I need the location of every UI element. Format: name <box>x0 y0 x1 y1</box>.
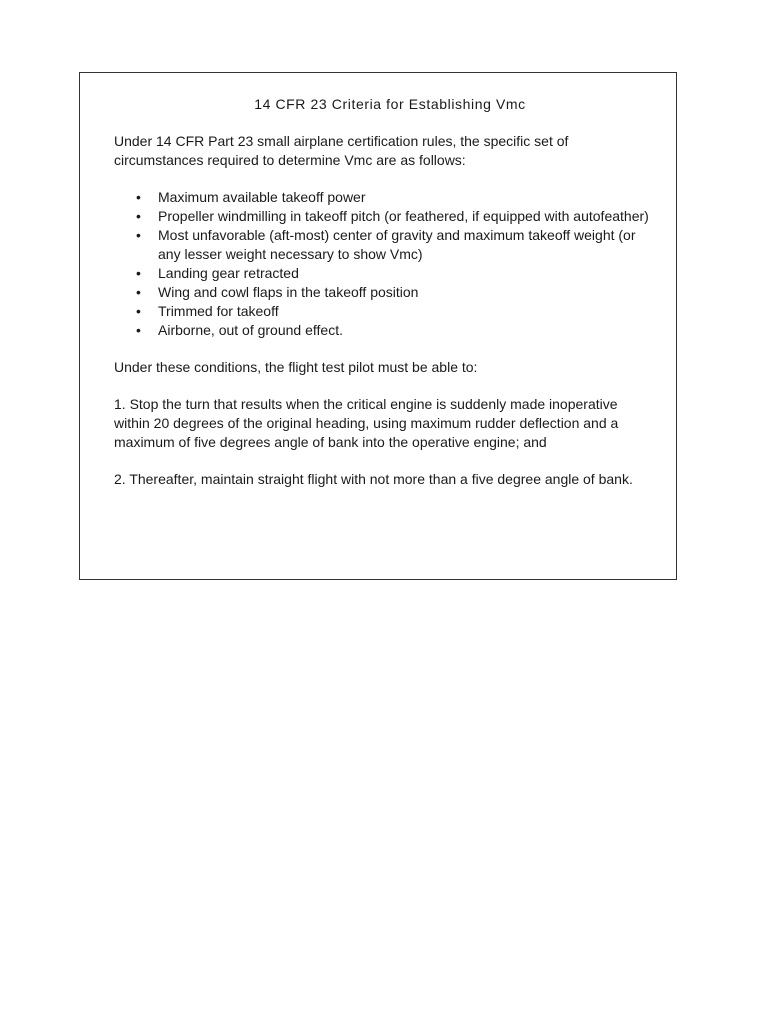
step-one-paragraph: 1. Stop the turn that results when the critical engine is suddenly made inoperative within 20 degrees of the original heading, using maximum rudder deflection and a maximum of five degrees angle of bank into the operative engine; and <box>114 396 619 450</box>
list-item-text: Maximum available takeoff power <box>158 189 366 205</box>
criteria-list <box>114 188 654 340</box>
document-content <box>114 95 654 489</box>
list-item-text: Wing and cowl flaps in the takeoff position <box>158 284 419 300</box>
bullet-icon: • <box>136 208 141 224</box>
bullet-icon: • <box>136 227 141 243</box>
bullet-icon: • <box>136 322 141 338</box>
list-item-text: Most unfavorable (aft-most) center of gravity and maximum takeoff weight (or any lesser weight necessary to show Vmc) <box>158 227 636 262</box>
document-box <box>79 72 677 580</box>
bullet-icon: • <box>136 303 141 319</box>
list-item <box>114 321 654 340</box>
bullet-icon: • <box>136 284 141 300</box>
list-item <box>114 302 654 321</box>
list-item-text: Airborne, out of ground effect. <box>158 322 343 338</box>
document-title: 14 CFR 23 Criteria for Establishing Vmc <box>254 96 526 112</box>
list-item <box>114 226 654 264</box>
list-item-text: Landing gear retracted <box>158 265 299 281</box>
bullet-icon: • <box>136 189 141 205</box>
bullet-icon: • <box>136 265 141 281</box>
list-item <box>114 264 654 283</box>
step-two-paragraph: 2. Thereafter, maintain straight flight with not more than a five degree angle of bank. <box>114 471 633 487</box>
intro-paragraph: Under 14 CFR Part 23 small airplane certification rules, the specific set of circumstances required to determine Vmc are as follows: <box>114 133 569 168</box>
conditions-paragraph: Under these conditions, the flight test pilot must be able to: <box>114 359 478 375</box>
list-item-text: Trimmed for takeoff <box>158 303 279 319</box>
list-item <box>114 207 654 226</box>
list-item <box>114 188 654 207</box>
list-item-text: Propeller windmilling in takeoff pitch (or feathered, if equipped with autofeather) <box>158 208 649 224</box>
list-item <box>114 283 654 302</box>
